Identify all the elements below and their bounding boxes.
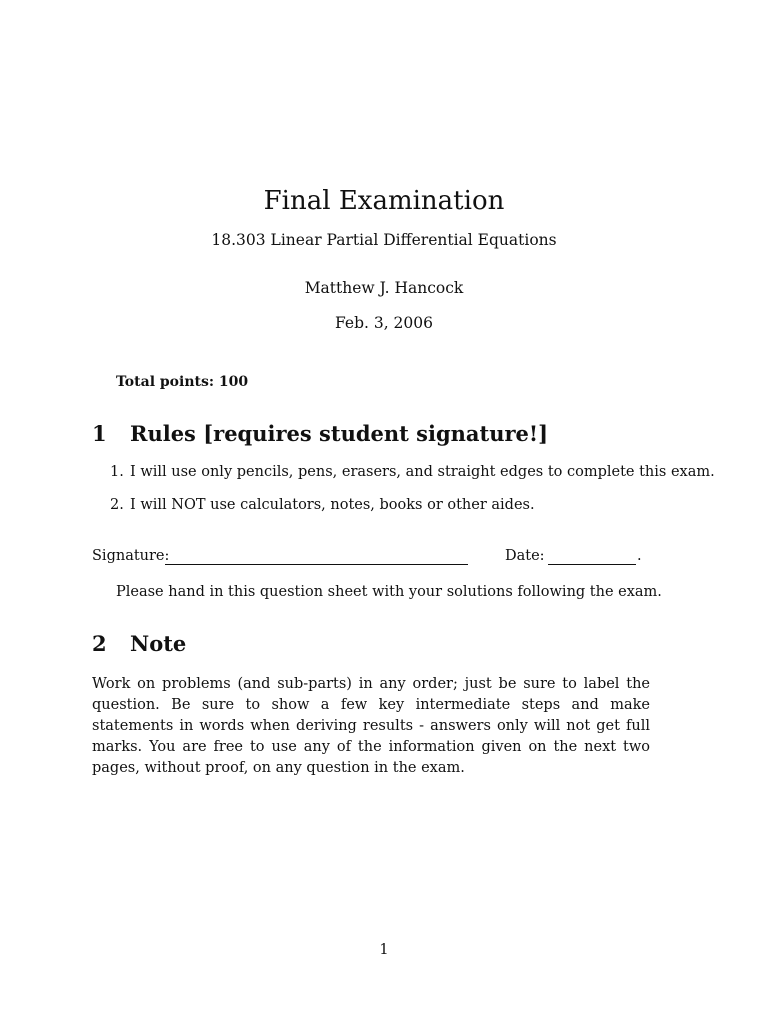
- author-name: Matthew J. Hancock: [304, 279, 464, 297]
- date-label: Date:: [505, 548, 545, 564]
- exam-date: Feb. 3, 2006: [334, 314, 434, 332]
- list-item-text: I will use only pencils, pens, erasers, and straight edges to complete this exam.: [130, 464, 715, 480]
- date-line: [548, 564, 636, 565]
- total-points: Total points: 100: [116, 374, 249, 390]
- section-heading-note: [92, 631, 186, 656]
- list-item-text: I will NOT use calculators, notes, books or other aides.: [130, 497, 535, 513]
- list-item-number: 2.: [110, 497, 124, 513]
- note-paragraph: Work on problems (and sub-parts) in any order; just be sure to label the question. Be sure to show a few key intermediate steps and make statements in words when deriving results - answers only will not get full marks. You are free to use any of the information given on the next two pages, without proof, on any question in the exam.: [92, 676, 650, 776]
- signature-line: [165, 564, 468, 565]
- list-item-number: 1.: [110, 464, 124, 480]
- section-title: Rules [requires student signature!]: [130, 421, 549, 446]
- course-name: 18.303 Linear Partial Differential Equations: [211, 231, 557, 249]
- signature-label: Signature:: [92, 548, 170, 564]
- section-title: Note: [130, 631, 187, 656]
- section-number: 2: [92, 631, 107, 656]
- exam-title: Final Examination: [263, 186, 505, 216]
- page-number: 1: [379, 942, 389, 958]
- date-period: .: [637, 548, 642, 564]
- section-number: 1: [92, 421, 107, 446]
- list-item: [110, 497, 535, 513]
- section-heading-rules: [92, 421, 548, 446]
- hand-in-instruction: Please hand in this question sheet with your solutions following the exam.: [116, 584, 662, 600]
- list-item: [110, 464, 715, 480]
